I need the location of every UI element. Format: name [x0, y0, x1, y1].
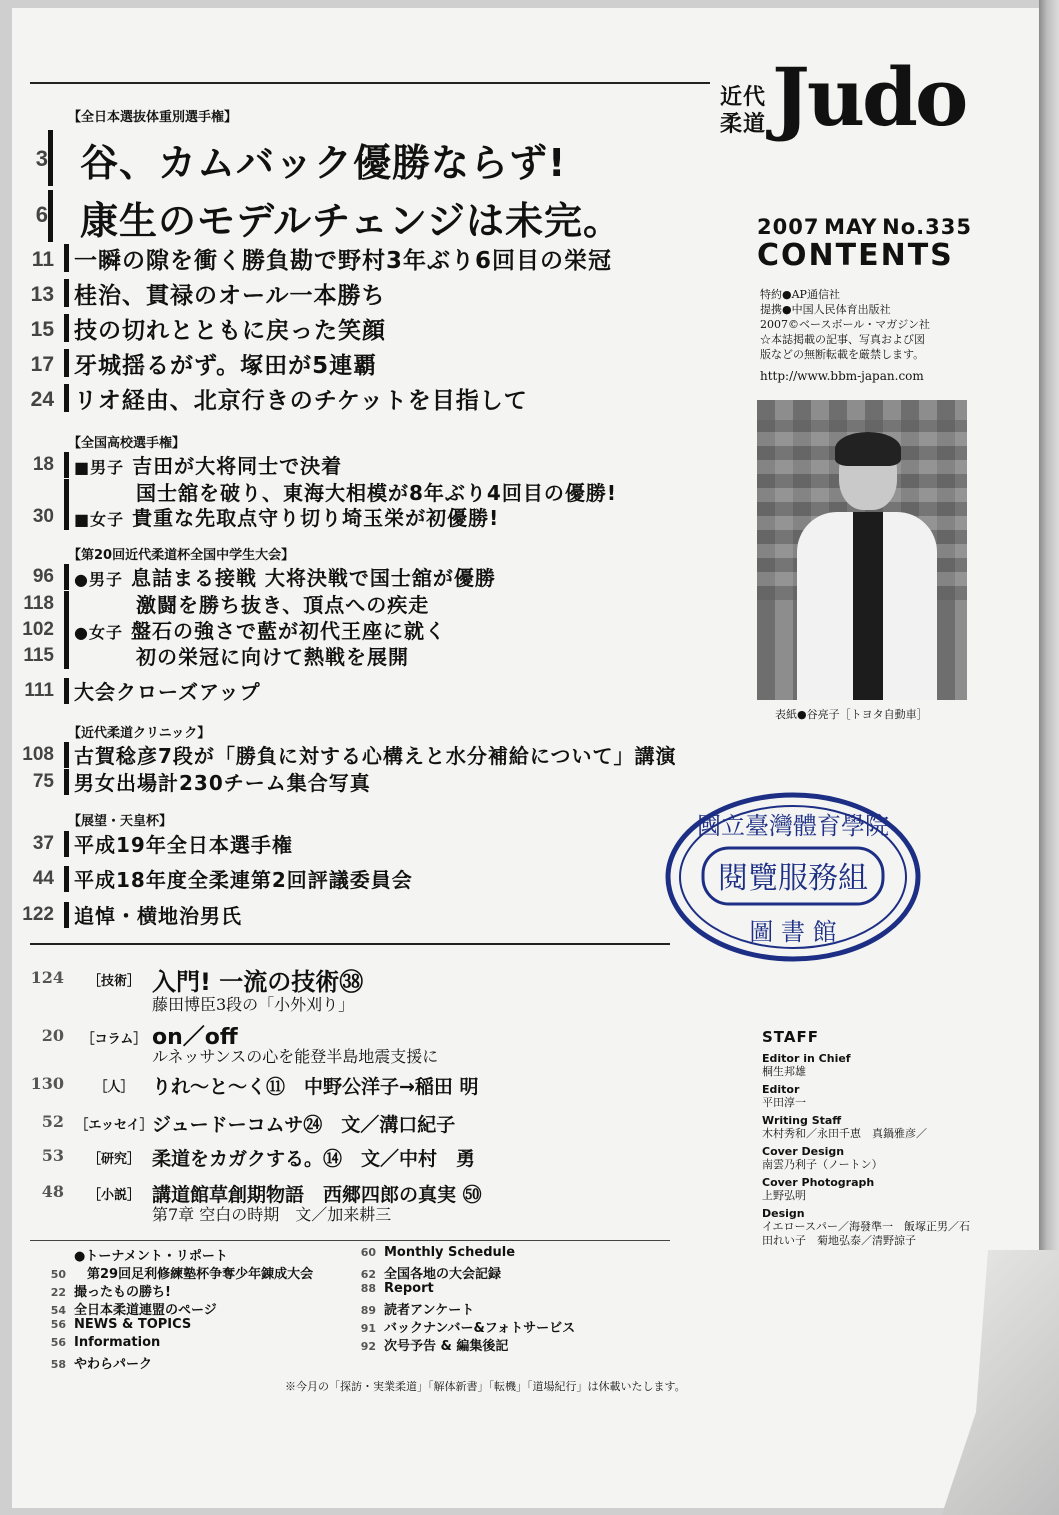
regular-item[interactable] — [348, 1299, 575, 1317]
page-number: 111 — [24, 680, 54, 701]
feature-title: りれ～と～く⑪ 中野公洋子→稲田 明 — [152, 1076, 479, 1098]
staff-names: 南雲乃利子（ノートン） — [762, 1158, 883, 1171]
page-number: 13 — [30, 283, 54, 306]
regular-item[interactable] — [38, 1353, 313, 1371]
page-number: 30 — [32, 506, 54, 527]
regular-item[interactable] — [348, 1245, 575, 1263]
page-number: 118 — [23, 593, 54, 614]
article-row[interactable] — [0, 767, 740, 797]
page-number: 18 — [32, 454, 54, 475]
feature-category: ［研究］ — [87, 1152, 140, 1167]
page-number: 37 — [32, 833, 54, 854]
regular-item[interactable] — [38, 1335, 313, 1353]
cover-photo — [757, 400, 967, 700]
row-bar — [64, 678, 69, 704]
article-row[interactable] — [0, 676, 740, 706]
regular-item-title: 撮ったもの勝ち! — [74, 1285, 171, 1300]
page-number: 62 — [360, 1268, 376, 1281]
page-number: 122 — [22, 904, 54, 925]
staff-role: Editor in Chief — [762, 1052, 851, 1065]
regular-item-title: バックナンバー&フォトサービス — [384, 1321, 576, 1336]
issue-number: No.335 — [882, 215, 972, 239]
feature-category: ［技術］ — [87, 974, 140, 989]
headline-title: 谷、カムバック優勝ならず! — [80, 141, 567, 185]
credit-line: ☆本誌掲載の記事、写真および図 — [760, 333, 925, 346]
page-number: 3 — [35, 146, 48, 171]
article-row[interactable] — [0, 312, 740, 342]
issue-line — [757, 215, 972, 239]
row-bar — [64, 831, 69, 857]
article-row[interactable] — [0, 900, 740, 930]
page-number: 75 — [32, 771, 54, 792]
article-title: 吉田が大将同士で決着 — [132, 454, 343, 478]
feature-category: ［人］ — [94, 1080, 134, 1095]
page-number: 58 — [50, 1358, 66, 1371]
regular-item-title: やわらパーク — [74, 1357, 153, 1372]
headline-title: 康生のモデルチェンジは未完。 — [80, 199, 623, 243]
page-number: 52 — [41, 1112, 64, 1131]
regular-items-rule — [30, 1240, 670, 1241]
page-number: 50 — [50, 1268, 66, 1281]
article-row[interactable] — [0, 740, 740, 770]
credit-line: 提携●中国人民体育出版社 — [760, 303, 891, 316]
section-label: 【全日本選抜体重別選手権】 — [68, 110, 238, 125]
article-row[interactable] — [0, 450, 740, 480]
article-row[interactable] — [0, 382, 740, 412]
page-number: 115 — [23, 645, 54, 666]
credits — [760, 287, 980, 362]
staff-box — [762, 1028, 972, 1248]
staff-role: Cover Design — [762, 1145, 845, 1158]
regular-items-right — [348, 1245, 575, 1353]
issue-year: 2007 — [757, 215, 820, 239]
feature-category: ［小説］ — [87, 1188, 140, 1203]
article-title: 古賀稔彦7段が「勝負に対する心構えと水分補給について」講演 — [74, 744, 677, 768]
regular-item[interactable] — [38, 1263, 313, 1281]
masthead-logo: Judo — [772, 50, 966, 144]
photo-zipper — [853, 512, 883, 700]
article-row[interactable] — [0, 502, 740, 532]
article-title: 一瞬の隙を衝く勝負勘で野村3年ぶり6回目の栄冠 — [74, 248, 613, 274]
feature-title: 柔道をカガクする。⑭ 文／中村 勇 — [152, 1148, 476, 1170]
regular-item-title: Report — [384, 1281, 434, 1296]
row-bar — [64, 504, 69, 530]
contents-heading: CONTENTS — [757, 238, 954, 273]
staff-heading: STAFF — [762, 1028, 819, 1046]
regular-item[interactable] — [348, 1281, 575, 1299]
article-title: 平成19年全日本選手権 — [74, 833, 293, 857]
page-number: 11 — [31, 248, 54, 271]
article-title: 男女出場計230チーム集合写真 — [74, 771, 371, 795]
page-number: 60 — [360, 1246, 376, 1259]
staff-role: Writing Staff — [762, 1114, 842, 1127]
section-label: 【近代柔道クリニック】 — [68, 726, 211, 741]
suspension-note: ※今月の「探訪・実業柔道」「解体新書」「転機」「道場紀行」は休載いたします。 — [285, 1380, 686, 1393]
article-title: 貴重な先取点守り切り埼玉栄が初優勝! — [132, 506, 500, 530]
page-number: 88 — [360, 1282, 376, 1295]
article-title: 桂治、貫禄のオール一本勝ち — [74, 283, 386, 309]
feature-subtitle: 藤田博臣3段の「小外刈り」 — [152, 995, 355, 1014]
article-row[interactable] — [0, 242, 740, 272]
staff-names: 桐生邦雄 — [762, 1065, 806, 1078]
article-text — [74, 502, 499, 531]
article-title: 平成18年度全柔連第2回評議委員会 — [74, 868, 413, 892]
staff-role: Cover Photograph — [762, 1176, 875, 1189]
page-number: 96 — [32, 566, 54, 587]
row-bar — [64, 617, 69, 643]
row-bar — [64, 452, 69, 478]
article-row[interactable] — [0, 347, 740, 377]
article-title: 初の栄冠に向けて熱戦を展開 — [136, 645, 409, 669]
article-row[interactable] — [0, 829, 740, 859]
regular-item[interactable] — [38, 1245, 313, 1263]
gender-tag: ●男子 — [74, 570, 123, 589]
photo-caption: 表紙●谷亮子［トヨタ自動車］ — [775, 708, 928, 721]
gender-tag: ■女子 — [74, 510, 125, 529]
regular-item[interactable] — [38, 1281, 313, 1299]
gender-tag: ●女子 — [74, 623, 123, 642]
row-bar — [64, 564, 69, 590]
headline-bar — [48, 130, 53, 186]
staff-names: 上野弘明 — [762, 1189, 806, 1202]
article-row[interactable] — [0, 562, 740, 592]
feature-category: ［エッセイ］ — [75, 1118, 153, 1133]
feature-subtitle: 第7章 空白の時期 文／加来耕三 — [152, 1205, 392, 1224]
article-row[interactable] — [0, 864, 740, 894]
row-bar — [64, 384, 69, 412]
page-number: 56 — [50, 1336, 66, 1349]
row-bar — [64, 866, 69, 892]
stamp-center: 閱覽服務組 — [718, 861, 868, 896]
article-title: リオ経由、北京行きのチケットを目指して — [74, 388, 528, 414]
regular-item[interactable] — [38, 1299, 313, 1317]
article-text — [74, 615, 446, 644]
row-bar — [64, 591, 69, 617]
row-bar — [64, 279, 69, 307]
section-label: 【展望・天皇杯】 — [68, 814, 173, 829]
masthead-jp: 近代柔道 — [720, 85, 767, 137]
page-number: 89 — [360, 1304, 376, 1317]
top-rule — [30, 82, 710, 84]
page-number: 17 — [30, 353, 54, 376]
feature-title: on／off — [152, 1025, 238, 1050]
credit-line: 2007©ベースボール・マガジン社 — [760, 318, 930, 331]
article-title: 息詰まる接戦 大将決戦で国士舘が優勝 — [130, 566, 496, 590]
feature-category: ［コラム］ — [81, 1032, 147, 1047]
article-title: 牙城揺るがず。塚田が5連覇 — [74, 353, 378, 379]
feature-title: ジュードーコムサ㉔ 文／溝口紀子 — [152, 1114, 456, 1136]
stamp-bottom: 圖 書 館 — [749, 918, 837, 946]
page-number: 44 — [32, 868, 54, 889]
regular-item-title: 次号予告 & 編集後記 — [384, 1339, 509, 1354]
regular-item-title: 全日本柔道連盟のページ — [74, 1303, 217, 1318]
regular-item-title: 全国各地の大会記録 — [384, 1267, 502, 1282]
regular-item-title: NEWS & TOPICS — [74, 1317, 192, 1332]
page-number: 48 — [41, 1182, 64, 1201]
article-title: 盤石の強さで藍が初代王座に就く — [130, 619, 446, 643]
feature-subtitle: ルネッサンスの心を能登半島地震支援に — [152, 1047, 439, 1066]
row-bar — [64, 742, 69, 768]
regular-item[interactable] — [348, 1335, 575, 1353]
feature-title: 入門! 一流の技術㊳ — [152, 968, 364, 996]
page-number: 91 — [360, 1322, 376, 1335]
regular-item-title: ●トーナメント・リポート — [74, 1249, 228, 1264]
gender-tag: ■男子 — [74, 458, 125, 477]
credit-line: 版などの無断転載を厳禁します。 — [760, 348, 925, 361]
regular-item-title: 第29回足利修練塾杯争奪少年錬成大会 — [74, 1267, 314, 1282]
page-number: 108 — [22, 744, 54, 765]
page-number: 22 — [50, 1286, 66, 1299]
regular-item-title: 読者アンケート — [384, 1303, 475, 1318]
credit-line: 特約●AP通信社 — [760, 288, 840, 301]
article-title: 追悼・横地治男氏 — [74, 904, 242, 928]
staff-names: 平田淳一 — [762, 1096, 806, 1109]
page-number: 56 — [50, 1318, 66, 1331]
page-number: 124 — [30, 968, 64, 987]
regular-item-title: Information — [74, 1335, 161, 1350]
row-bar — [64, 902, 69, 928]
article-row[interactable] — [0, 277, 740, 307]
staff-names: 木村秀和／永田千恵 真鍋雅彦／ — [762, 1127, 927, 1140]
section-divider — [30, 943, 670, 945]
page-number: 20 — [41, 1026, 64, 1045]
feature-title: 講道館草創期物語 西郷四郎の真実 ㊿ — [152, 1184, 482, 1206]
staff-names: イエロースパー／海發準一 飯塚正男／石田れい子 菊地弘泰／清野諒子 — [762, 1220, 971, 1247]
regular-item[interactable] — [38, 1317, 313, 1335]
staff-role: Editor — [762, 1083, 800, 1096]
row-bar — [64, 244, 69, 272]
headline[interactable] — [0, 128, 740, 188]
stamp-top: 國立臺灣體育學院 — [697, 812, 889, 840]
row-bar — [64, 769, 69, 795]
article-text — [74, 562, 496, 591]
article-title: 大会クローズアップ — [74, 680, 261, 704]
page-number: 24 — [30, 388, 54, 411]
photo-hair — [835, 432, 901, 466]
page-number: 130 — [30, 1074, 64, 1093]
headline[interactable] — [0, 188, 740, 248]
regular-item[interactable] — [348, 1317, 575, 1335]
section-label: 【第20回近代柔道杯全国中学生大会】 — [68, 548, 295, 563]
page-number: 53 — [41, 1146, 64, 1165]
row-bar — [64, 314, 69, 342]
article-title: 激闘を勝ち抜き、頂点への疾走 — [136, 593, 430, 617]
page-number: 92 — [360, 1340, 376, 1353]
section-label: 【全国高校選手権】 — [68, 436, 186, 451]
regular-items-left — [38, 1245, 313, 1371]
headline-bar — [48, 190, 53, 242]
masthead — [720, 50, 980, 160]
row-bar — [64, 643, 69, 669]
staff-role: Design — [762, 1207, 805, 1220]
row-bar — [64, 349, 69, 377]
article-row[interactable] — [0, 641, 740, 671]
article-text — [74, 450, 342, 479]
page-number: 15 — [30, 318, 54, 341]
website-url: http://www.bbm-japan.com — [760, 369, 924, 383]
page-number: 54 — [50, 1304, 66, 1317]
issue-month: MAY — [824, 215, 878, 239]
regular-item-title: Monthly Schedule — [384, 1245, 516, 1260]
page-number: 102 — [22, 619, 54, 640]
regular-item[interactable] — [348, 1263, 575, 1281]
article-title: 国士舘を破り、東海大相模が8年ぶり4回目の優勝! — [136, 481, 617, 505]
page-number: 6 — [35, 202, 48, 227]
article-title: 技の切れとともに戻った笑顔 — [74, 318, 386, 344]
